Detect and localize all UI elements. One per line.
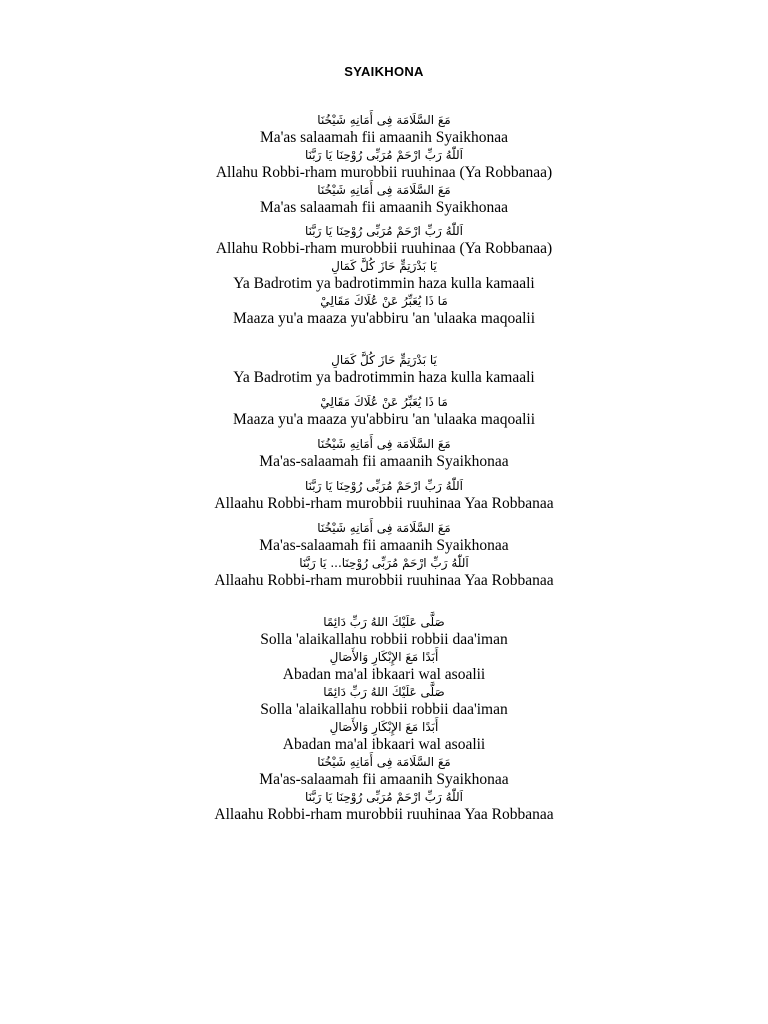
arabic-line: صَلَّى عَلَيْكَ اللهُ رَبِّ دَائِمًا xyxy=(323,615,445,629)
arabic-line: يَا بَدْرَتِمٍّ حَازَ كُلَّ كَمَالِ xyxy=(331,353,437,367)
arabic-line: مَعَ السَّلَامَة فِى أَمَانِهِ شَيْخُنَا xyxy=(317,437,451,451)
arabic-line: مَعَ السَّلَامَة فِى أَمَانِهِ شَيْخُنَا xyxy=(317,521,451,535)
latin-line: Allaahu Robbi-rham murobbii ruuhinaa Yaa Robbanaa xyxy=(214,495,554,512)
arabic-line: اَللّٰهُ رَبِّ ارْحَمْ مُرَبِّى رُوْحِنَا... يَا رَبَّنَا xyxy=(299,556,469,570)
arabic-line: مَعَ السَّلَامَة فِى أَمَانِهِ شَيْخُنَا xyxy=(317,183,451,197)
latin-line: Allahu Robbi-rham murobbii ruuhinaa (Ya Robbanaa) xyxy=(215,164,553,181)
arabic-line: اَللّٰهُ رَبِّ ارْحَمْ مُرَبِّى رُوْحِنَا يَا رَبَّنَا xyxy=(305,790,463,804)
latin-line: Maaza yu'a maaza yu'abbiru 'an 'ulaaka maqoalii xyxy=(232,411,536,428)
arabic-line: أَبَدًا مَعَ الإِبْكَارِ وَالأَصَالِ xyxy=(329,720,439,734)
latin-line: Ma'as salaamah fii amaanih Syaikhonaa xyxy=(259,129,509,146)
arabic-line: اَللّٰهُ رَبِّ ارْحَمْ مُرَبِّى رُوْحِنَا يَا رَبَّنَا xyxy=(305,224,463,238)
latin-line: Allaahu Robbi-rham murobbii ruuhinaa Yaa Robbanaa xyxy=(214,572,554,589)
arabic-line: اَللّٰهُ رَبِّ ارْحَمْ مُرَبِّى رُوْحِنَا يَا رَبَّنَا xyxy=(305,148,463,162)
lyrics-body xyxy=(0,112,768,824)
arabic-line: صَلَّى عَلَيْكَ اللهُ رَبِّ دَائِمًا xyxy=(323,685,445,699)
latin-line: Ma'as-salaamah fii amaanih Syaikhonaa xyxy=(259,453,509,470)
page-title: SYAIKHONA xyxy=(344,64,424,79)
latin-line: Abadan ma'al ibkaari wal asoalii xyxy=(282,736,486,753)
latin-line: Solla 'alaikallahu robbii robbii daa'iman xyxy=(260,631,508,648)
arabic-line: مَعَ السَّلَامَة فِى أَمَانِهِ شَيْخُنَا xyxy=(317,755,451,769)
latin-line: Ya Badrotim ya badrotimmin haza kulla kamaali xyxy=(233,369,535,386)
arabic-line: أَبَدًا مَعَ الإِبْكَارِ وَالأَصَالِ xyxy=(329,650,439,664)
arabic-line: اَللّٰهُ رَبِّ ارْحَمْ مُرَبِّى رُوْحِنَا يَا رَبَّنَا xyxy=(305,479,463,493)
arabic-line: يَا بَدْرَتِمٍّ حَازَ كُلَّ كَمَالِ xyxy=(331,259,437,273)
arabic-line: مَا ذَا يُعَبِّرُ عَنْ عُلَاكَ مَقَالِيْ xyxy=(320,395,448,409)
latin-line: Ma'as salaamah fii amaanih Syaikhonaa xyxy=(259,199,509,216)
latin-line: Ya Badrotim ya badrotimmin haza kulla kamaali xyxy=(233,275,535,292)
latin-line: Solla 'alaikallahu robbii robbii daa'iman xyxy=(260,701,508,718)
latin-line: Maaza yu'a maaza yu'abbiru 'an 'ulaaka maqoalii xyxy=(232,310,536,327)
arabic-line: مَعَ السَّلَامَة فِى أَمَانِهِ شَيْخُنَا xyxy=(317,113,451,127)
latin-line: Ma'as-salaamah fii amaanih Syaikhonaa xyxy=(259,771,509,788)
latin-line: Abadan ma'al ibkaari wal asoalii xyxy=(282,666,486,683)
latin-line: Allahu Robbi-rham murobbii ruuhinaa (Ya Robbanaa) xyxy=(215,240,553,257)
arabic-line: مَا ذَا يُعَبِّرُ عَنْ عُلَاكَ مَقَالِيْ xyxy=(320,294,448,308)
latin-line: Allaahu Robbi-rham murobbii ruuhinaa Yaa Robbanaa xyxy=(214,806,554,823)
latin-line: Ma'as-salaamah fii amaanih Syaikhonaa xyxy=(259,537,509,554)
